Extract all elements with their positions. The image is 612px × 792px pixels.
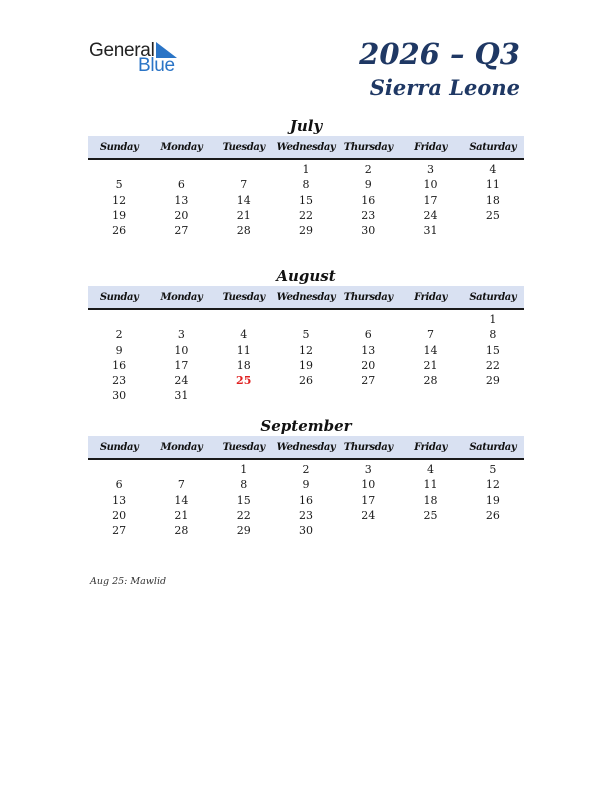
- holiday-day-cell: 25: [236, 374, 252, 388]
- day-cell: 9: [302, 478, 310, 492]
- day-cell: 5: [489, 463, 497, 476]
- day-cell: 30: [298, 524, 313, 538]
- logo-word-general: General: [89, 40, 155, 61]
- day-cell: 15: [236, 493, 251, 507]
- month-name: September: [260, 417, 352, 435]
- week-row: [88, 388, 524, 403]
- day-cell: 4: [240, 328, 248, 342]
- quarter-title: 2026 – Q3: [359, 37, 520, 71]
- day-cell: 15: [298, 193, 313, 207]
- weekday-label: Friday: [414, 291, 447, 303]
- general-blue-logo: [89, 40, 189, 76]
- day-cell: 24: [361, 508, 376, 522]
- day-cell: 1: [489, 313, 497, 326]
- week-row: [88, 343, 524, 358]
- day-cell: 16: [361, 193, 376, 207]
- weekday-label: Friday: [414, 141, 447, 153]
- empty-day-cell: [462, 523, 524, 538]
- weekday-label: Saturday: [469, 441, 517, 453]
- weekday-label: Wednesday: [276, 291, 336, 303]
- day-cell: 10: [174, 343, 189, 357]
- logo-word-blue: Blue: [138, 55, 175, 76]
- day-cell: 31: [423, 224, 438, 238]
- day-cell: 11: [485, 178, 500, 192]
- day-cell: 12: [298, 343, 313, 357]
- day-cell: 18: [423, 493, 438, 507]
- day-cell: 21: [423, 358, 438, 372]
- day-cell: 26: [485, 508, 500, 522]
- weekday-label: Thursday: [343, 441, 393, 453]
- day-cell: 3: [427, 163, 435, 176]
- day-cell: 23: [361, 208, 376, 222]
- day-cell: 5: [302, 328, 310, 342]
- day-cell: 17: [361, 493, 376, 507]
- day-cell: 4: [427, 463, 435, 476]
- weekday-label: Wednesday: [276, 141, 336, 153]
- week-row: [88, 358, 524, 373]
- week-row: [88, 508, 524, 523]
- day-cell: 11: [236, 343, 251, 357]
- day-cell: 4: [489, 163, 497, 176]
- day-cell: 22: [485, 358, 500, 372]
- holiday-notes: [90, 576, 166, 587]
- day-cell: 23: [112, 374, 127, 388]
- weekday-label: Monday: [160, 141, 203, 153]
- day-cell: 14: [236, 193, 251, 207]
- day-cell: 13: [361, 343, 376, 357]
- day-cell: 18: [485, 193, 500, 207]
- day-cell: 21: [174, 508, 189, 522]
- day-cell: 25: [485, 208, 500, 222]
- month-grid: [88, 160, 524, 238]
- day-cell: 20: [174, 208, 189, 222]
- day-cell: 7: [177, 478, 185, 492]
- weekday-header: [88, 136, 524, 160]
- empty-day-cell: [150, 162, 212, 177]
- month-july: [88, 116, 524, 238]
- weekday-label: Wednesday: [276, 441, 336, 453]
- week-row: [88, 193, 524, 208]
- empty-day-cell: [462, 223, 524, 238]
- empty-day-cell: [213, 388, 275, 403]
- weekday-label: Sunday: [99, 291, 139, 303]
- day-cell: 30: [361, 224, 376, 238]
- empty-day-cell: [337, 312, 399, 327]
- week-row: [88, 477, 524, 492]
- weekday-label: Sunday: [99, 441, 139, 453]
- day-cell: 28: [174, 524, 189, 538]
- day-cell: 5: [115, 178, 123, 192]
- day-cell: 19: [112, 208, 127, 222]
- day-cell: 27: [112, 524, 127, 538]
- day-cell: 2: [364, 163, 372, 176]
- weekday-label: Tuesday: [222, 441, 265, 453]
- day-cell: 8: [240, 478, 248, 492]
- weekday-label: Saturday: [469, 141, 517, 153]
- empty-day-cell: [337, 388, 399, 403]
- day-cell: 28: [236, 224, 251, 238]
- empty-day-cell: [462, 388, 524, 403]
- week-row: [88, 327, 524, 342]
- empty-day-cell: [275, 388, 337, 403]
- day-cell: 29: [485, 374, 500, 388]
- day-cell: 25: [423, 508, 438, 522]
- week-row: [88, 312, 524, 327]
- weekday-label: Saturday: [469, 291, 517, 303]
- weekday-label: Sunday: [99, 141, 139, 153]
- day-cell: 16: [298, 493, 313, 507]
- empty-day-cell: [213, 312, 275, 327]
- day-cell: 13: [174, 193, 189, 207]
- day-cell: 18: [236, 358, 251, 372]
- day-cell: 24: [174, 374, 189, 388]
- day-cell: 3: [177, 328, 185, 342]
- day-cell: 28: [423, 374, 438, 388]
- day-cell: 6: [177, 178, 185, 192]
- holiday-note: Aug 25: Mawlid: [90, 576, 167, 587]
- day-cell: 27: [361, 374, 376, 388]
- day-cell: 9: [364, 178, 372, 192]
- empty-day-cell: [88, 462, 150, 477]
- day-cell: 22: [236, 508, 251, 522]
- month-grid: [88, 310, 524, 404]
- day-cell: 29: [236, 524, 251, 538]
- day-cell: 31: [174, 389, 189, 403]
- weekday-label: Thursday: [343, 141, 393, 153]
- day-cell: 19: [298, 358, 313, 372]
- day-cell: 14: [423, 343, 438, 357]
- day-cell: 11: [423, 478, 438, 492]
- day-cell: 8: [489, 328, 497, 342]
- title-block: [359, 36, 520, 102]
- empty-day-cell: [150, 462, 212, 477]
- day-cell: 27: [174, 224, 189, 238]
- day-cell: 16: [112, 358, 127, 372]
- month-september: [88, 416, 524, 538]
- day-cell: 26: [298, 374, 313, 388]
- weekday-label: Tuesday: [222, 141, 265, 153]
- day-cell: 20: [361, 358, 376, 372]
- month-name: July: [289, 117, 323, 135]
- month-grid: [88, 460, 524, 538]
- empty-day-cell: [275, 312, 337, 327]
- day-cell: 24: [423, 208, 438, 222]
- day-cell: 12: [112, 193, 127, 207]
- day-cell: 2: [302, 463, 310, 476]
- weekday-label: Tuesday: [222, 291, 265, 303]
- week-row: [88, 208, 524, 223]
- day-cell: 7: [427, 328, 435, 342]
- week-row: [88, 177, 524, 192]
- day-cell: 2: [115, 328, 123, 342]
- week-row: [88, 462, 524, 477]
- day-cell: 8: [302, 178, 310, 192]
- week-row: [88, 373, 524, 388]
- day-cell: 10: [361, 478, 376, 492]
- empty-day-cell: [399, 312, 461, 327]
- weekday-label: Friday: [414, 441, 447, 453]
- day-cell: 23: [298, 508, 313, 522]
- weekday-label: Monday: [160, 441, 203, 453]
- weekday-label: Monday: [160, 291, 203, 303]
- day-cell: 30: [112, 389, 127, 403]
- day-cell: 1: [240, 463, 248, 476]
- empty-day-cell: [213, 162, 275, 177]
- day-cell: 7: [240, 178, 248, 192]
- day-cell: 9: [115, 343, 123, 357]
- day-cell: 13: [112, 493, 127, 507]
- empty-day-cell: [88, 312, 150, 327]
- empty-day-cell: [150, 312, 212, 327]
- day-cell: 17: [174, 358, 189, 372]
- weekday-header: [88, 286, 524, 310]
- day-cell: 21: [236, 208, 251, 222]
- day-cell: 20: [112, 508, 127, 522]
- day-cell: 3: [364, 463, 372, 476]
- day-cell: 12: [485, 478, 500, 492]
- empty-day-cell: [88, 162, 150, 177]
- week-row: [88, 223, 524, 238]
- day-cell: 14: [174, 493, 189, 507]
- empty-day-cell: [399, 523, 461, 538]
- day-cell: 26: [112, 224, 127, 238]
- day-cell: 6: [364, 328, 372, 342]
- empty-day-cell: [337, 523, 399, 538]
- week-row: [88, 523, 524, 538]
- week-row: [88, 162, 524, 177]
- day-cell: 19: [485, 493, 500, 507]
- day-cell: 15: [485, 343, 500, 357]
- day-cell: 10: [423, 178, 438, 192]
- month-name: August: [276, 267, 336, 285]
- week-row: [88, 493, 524, 508]
- day-cell: 17: [423, 193, 438, 207]
- weekday-header: [88, 436, 524, 460]
- country-title: Sierra Leone: [369, 75, 520, 100]
- day-cell: 1: [302, 163, 310, 176]
- day-cell: 29: [298, 224, 313, 238]
- weekday-label: Thursday: [343, 291, 393, 303]
- empty-day-cell: [399, 388, 461, 403]
- day-cell: 22: [298, 208, 313, 222]
- month-august: [88, 266, 524, 404]
- day-cell: 6: [115, 478, 123, 492]
